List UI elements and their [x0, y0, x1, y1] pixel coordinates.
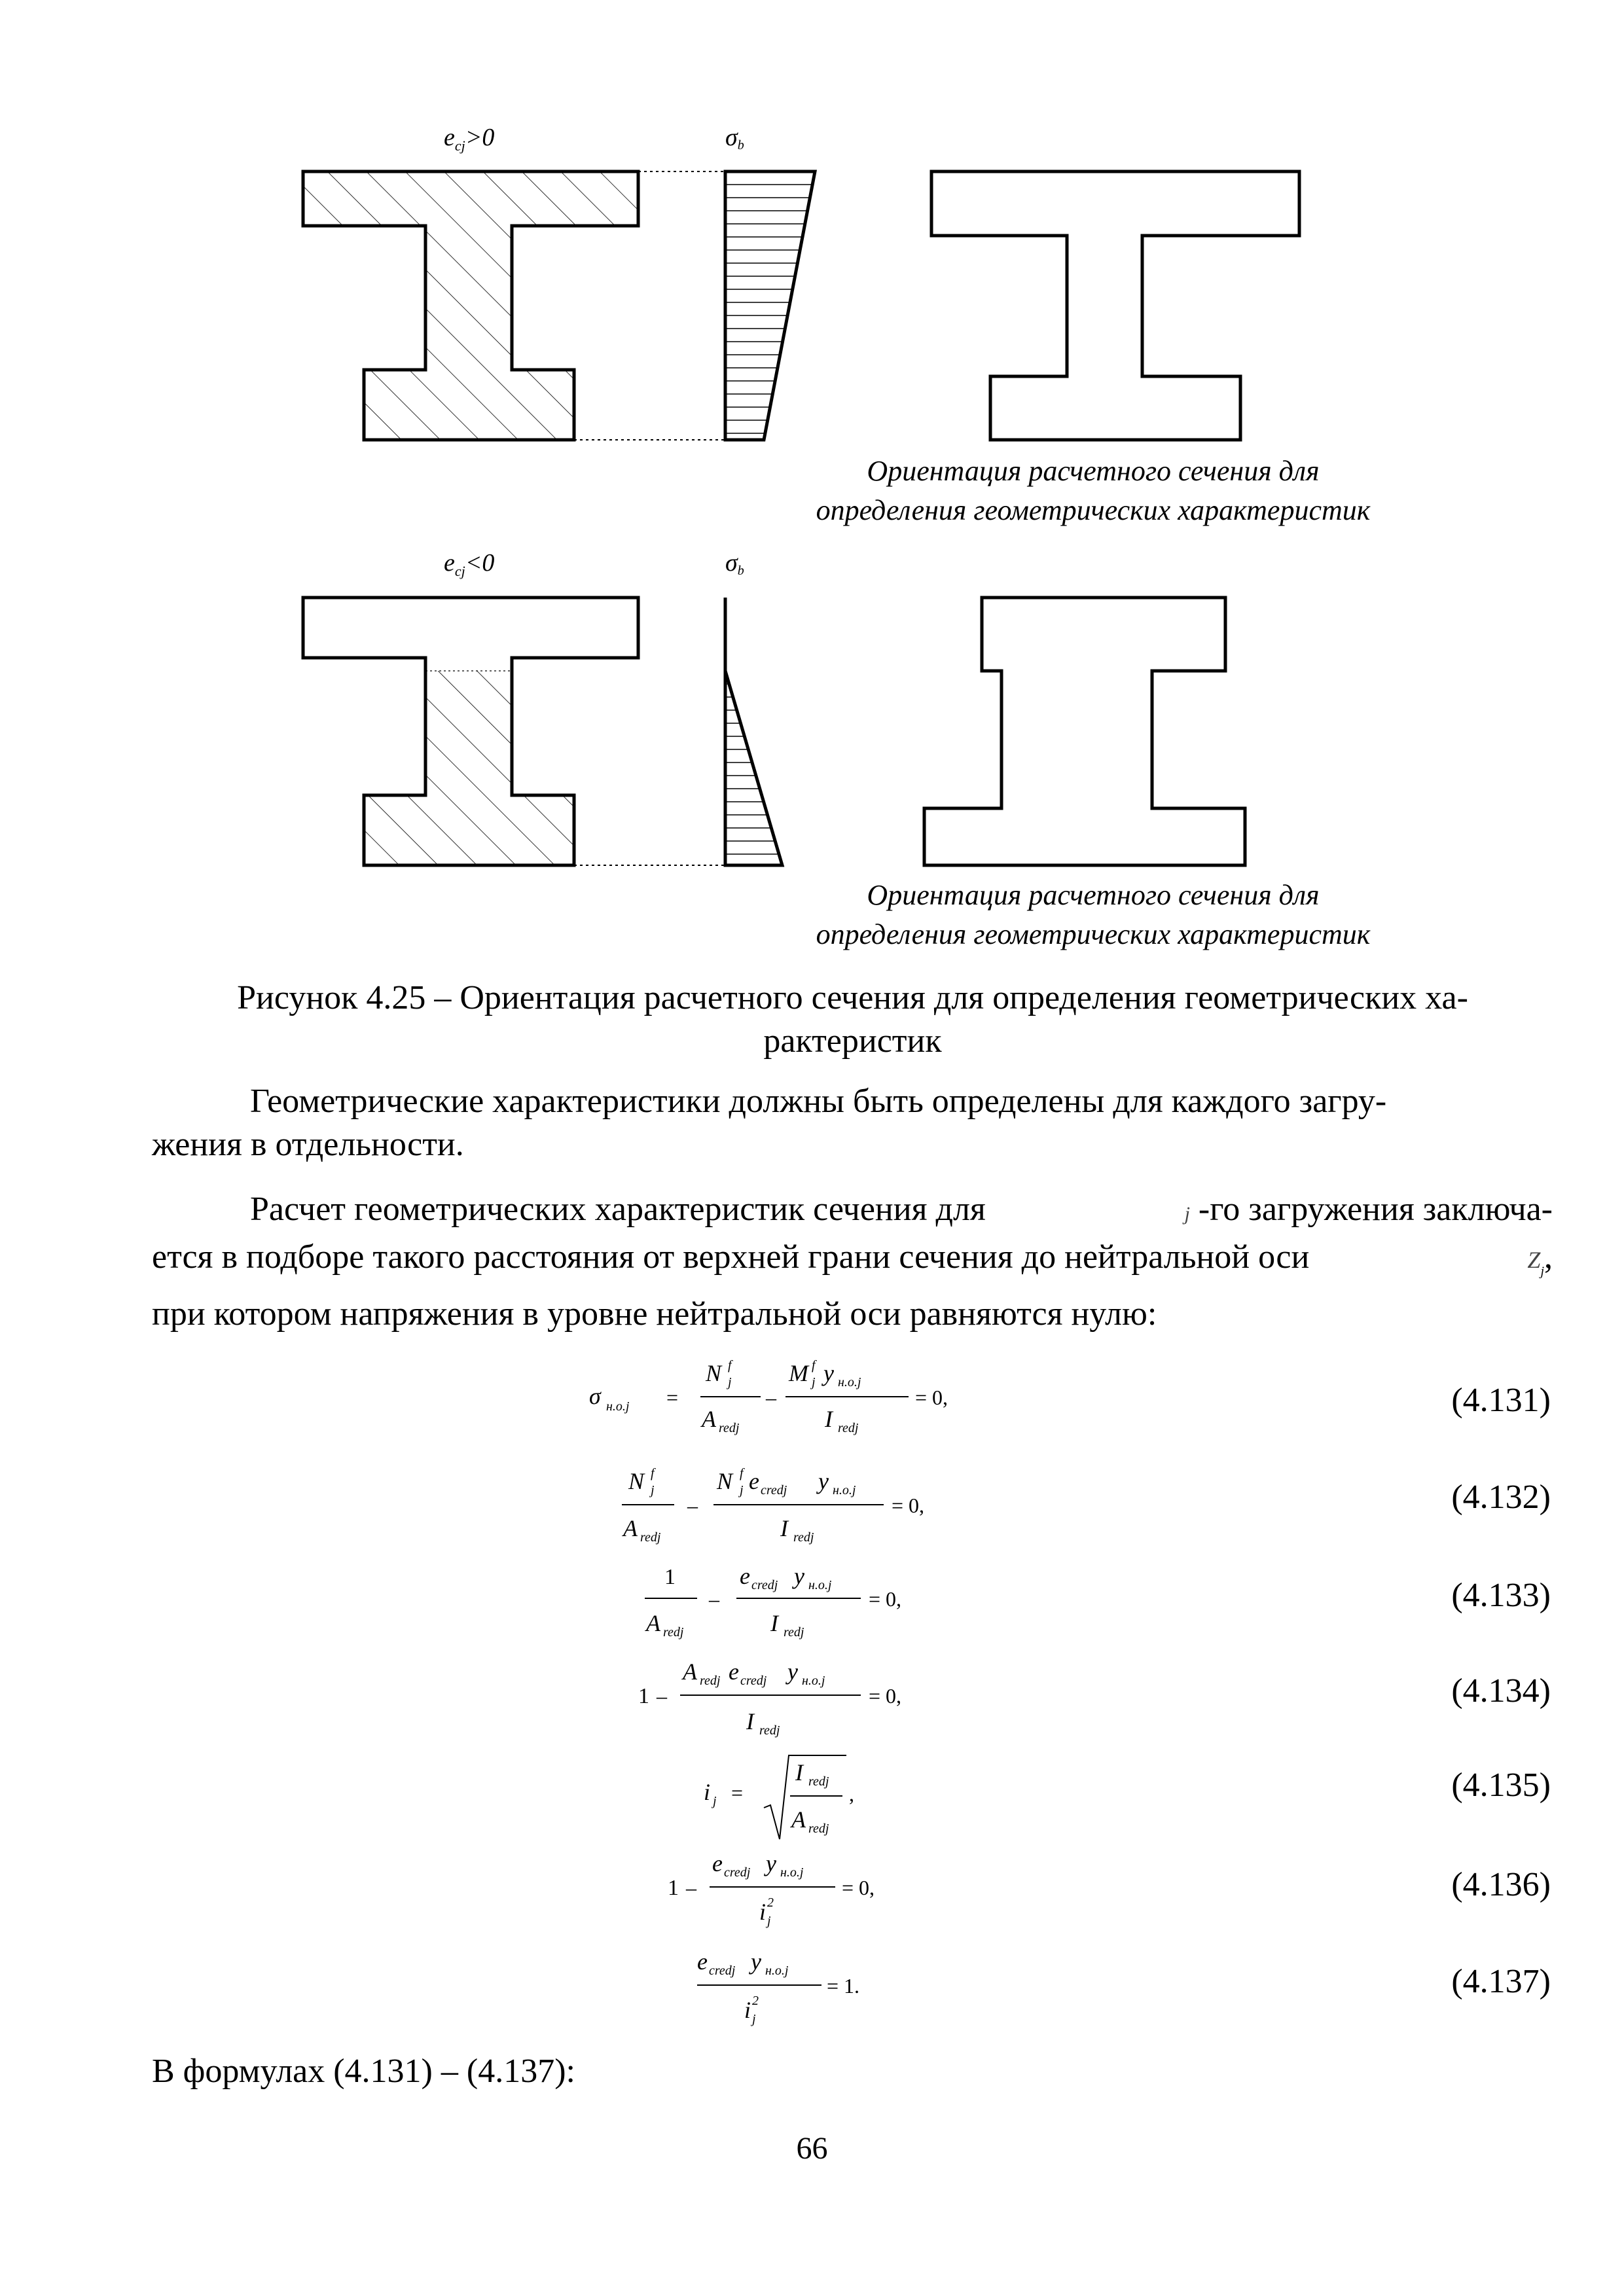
svg-text:–: –	[687, 1494, 698, 1517]
svg-text:–: –	[709, 1587, 719, 1611]
svg-text:= 0,: = 0,	[892, 1494, 925, 1517]
svg-text:i: i	[759, 1899, 767, 1925]
ecj-label-top: $e_{cj}>0$	[444, 124, 495, 154]
stress-diagram-bottom	[725, 598, 782, 865]
equation-number-4-136: (4.136)	[1451, 1866, 1551, 1903]
svg-text:credj: credj	[761, 1483, 787, 1498]
svg-text:e: e	[697, 1948, 708, 1975]
svg-text:A: A	[683, 1659, 697, 1685]
ecj-label-bottom: $e_{cj}<0$	[444, 549, 495, 579]
svg-text:i: i	[744, 1997, 751, 2023]
svg-text:= 1.: = 1.	[827, 1974, 860, 1998]
svg-text:A: A	[646, 1610, 660, 1636]
svg-text:e: e	[712, 1850, 723, 1876]
svg-text:y: y	[823, 1360, 834, 1386]
equation-number-4-135: (4.135)	[1451, 1767, 1551, 1804]
paragraph-1: Геометрические характеристики должны быть определены для каждого загру- жения в отдельности.	[152, 1083, 1387, 1163]
svg-text:e: e	[740, 1563, 750, 1589]
stress-diagram-top	[725, 171, 815, 440]
svg-text:redj: redj	[719, 1421, 740, 1435]
svg-text:credj: credj	[751, 1578, 778, 1592]
svg-text:redj: redj	[808, 1821, 829, 1836]
equation-number-4-133: (4.133)	[1451, 1577, 1551, 1614]
svg-text:N: N	[628, 1468, 645, 1494]
svg-text:j: j	[740, 1483, 744, 1498]
equation-4-137	[697, 1947, 920, 2039]
svg-text:= 0,: = 0,	[915, 1386, 948, 1409]
svg-text:y: y	[794, 1563, 804, 1589]
svg-text:н.о.j: н.о.j	[606, 1399, 630, 1414]
equation-number-4-132: (4.132)	[1451, 1479, 1551, 1516]
svg-text:2: 2	[752, 1994, 759, 2008]
svg-text:e: e	[729, 1659, 739, 1685]
svg-text:y: y	[787, 1659, 798, 1685]
svg-text:A: A	[791, 1806, 806, 1833]
svg-text:credj: credj	[724, 1865, 751, 1880]
svg-text:j: j	[812, 1375, 816, 1390]
svg-text:= 0,: = 0,	[842, 1876, 875, 1899]
svg-text:= 0,: = 0,	[869, 1587, 902, 1611]
svg-text:f: f	[812, 1358, 816, 1372]
svg-text:2: 2	[767, 1895, 774, 1910]
svg-text:I: I	[825, 1406, 833, 1432]
svg-text:f: f	[651, 1466, 655, 1480]
svg-text:i: i	[704, 1779, 711, 1805]
svg-text:e: e	[749, 1468, 759, 1494]
equation-4-133	[645, 1558, 959, 1656]
svg-text:=: =	[731, 1781, 744, 1804]
figure-caption: Рисунок 4.25 – Ориентация расчетного сечения для определения геометрических ха- рактеристик	[237, 979, 1468, 1060]
svg-text:redj: redj	[838, 1421, 859, 1435]
equation-4-135	[704, 1748, 874, 1846]
svg-text:–: –	[657, 1684, 667, 1708]
equation-number-4-131: (4.131)	[1451, 1382, 1551, 1419]
svg-text:н.о.j: н.о.j	[765, 1964, 789, 1978]
svg-text:y: y	[751, 1948, 761, 1975]
figure-caption-bottom: Ориентация расчетного сечения для определения геометрических характеристик	[816, 879, 1371, 950]
svg-text:н.о.j: н.о.j	[808, 1578, 832, 1592]
svg-text:credj: credj	[740, 1674, 767, 1688]
svg-text:redj: redj	[700, 1674, 721, 1688]
svg-text:j: j	[752, 2012, 756, 2026]
svg-text:j: j	[767, 1914, 771, 1928]
formula-reference-line: В формулах (4.131) – (4.137):	[152, 2053, 575, 2090]
svg-text:н.о.j: н.о.j	[833, 1483, 856, 1498]
figure-caption-top: Ориентация расчетного сечения для определения геометрических характеристик	[816, 455, 1371, 526]
svg-text:y: y	[766, 1850, 776, 1876]
svg-text:redj: redj	[784, 1625, 804, 1640]
i-section-outline-bottom	[924, 598, 1245, 865]
svg-text:,: ,	[849, 1782, 854, 1806]
page-number: 66	[796, 2131, 828, 2166]
sigma-label-top: σb	[725, 124, 744, 152]
svg-text:y: y	[818, 1468, 829, 1494]
svg-text:f: f	[740, 1466, 744, 1480]
svg-text:–: –	[766, 1386, 776, 1409]
equation-4-136	[668, 1849, 929, 1941]
sigma-label-bottom: σb	[725, 549, 744, 578]
svg-text:N: N	[706, 1360, 722, 1386]
equation-4-131	[589, 1355, 995, 1440]
svg-text:1: 1	[664, 1565, 676, 1589]
i-section-partial-hatched	[364, 671, 574, 865]
svg-text:σ: σ	[589, 1383, 601, 1409]
svg-text:–: –	[686, 1876, 696, 1899]
equation-number-4-137: (4.137)	[1451, 1963, 1551, 2000]
svg-text:н.о.j: н.о.j	[780, 1865, 804, 1880]
i-section-hatched	[303, 171, 638, 440]
i-section-outline-top	[931, 171, 1299, 440]
svg-text:redj: redj	[663, 1625, 684, 1640]
paragraph-2: Расчет геометрических характеристик сечения для j -го загружения заключа- ется в подборе такого расстояния от верхней грани сечения до нейтральной оси $Z_j$, при котором напряжения в уровне нейтральной оси равняются нулю:	[152, 1191, 1553, 1333]
svg-text:I: I	[780, 1515, 788, 1541]
svg-text:j: j	[728, 1375, 732, 1390]
svg-text:redj: redj	[793, 1530, 814, 1545]
svg-text:н.о.j: н.о.j	[838, 1375, 861, 1390]
svg-text:credj: credj	[709, 1964, 736, 1978]
svg-text:I: I	[770, 1610, 778, 1636]
svg-text:redj: redj	[808, 1774, 829, 1789]
svg-text:j: j	[651, 1483, 655, 1498]
svg-text:f: f	[728, 1358, 732, 1372]
svg-text:=: =	[666, 1386, 679, 1409]
svg-text:redj: redj	[640, 1530, 661, 1545]
equation-4-134	[638, 1656, 965, 1748]
svg-text:1: 1	[638, 1684, 649, 1708]
svg-text:= 0,: = 0,	[869, 1684, 902, 1708]
svg-text:I: I	[746, 1708, 754, 1734]
equation-4-132	[622, 1450, 988, 1548]
equation-number-4-134: (4.134)	[1451, 1672, 1551, 1710]
svg-text:M: M	[789, 1360, 808, 1386]
svg-text:1: 1	[668, 1876, 679, 1900]
svg-text:N: N	[717, 1468, 733, 1494]
svg-text:н.о.j: н.о.j	[802, 1674, 825, 1688]
svg-text:j: j	[713, 1794, 717, 1808]
svg-text:redj: redj	[759, 1723, 780, 1738]
svg-text:I: I	[795, 1759, 803, 1785]
svg-text:A: A	[702, 1406, 716, 1432]
svg-text:A: A	[623, 1515, 638, 1541]
